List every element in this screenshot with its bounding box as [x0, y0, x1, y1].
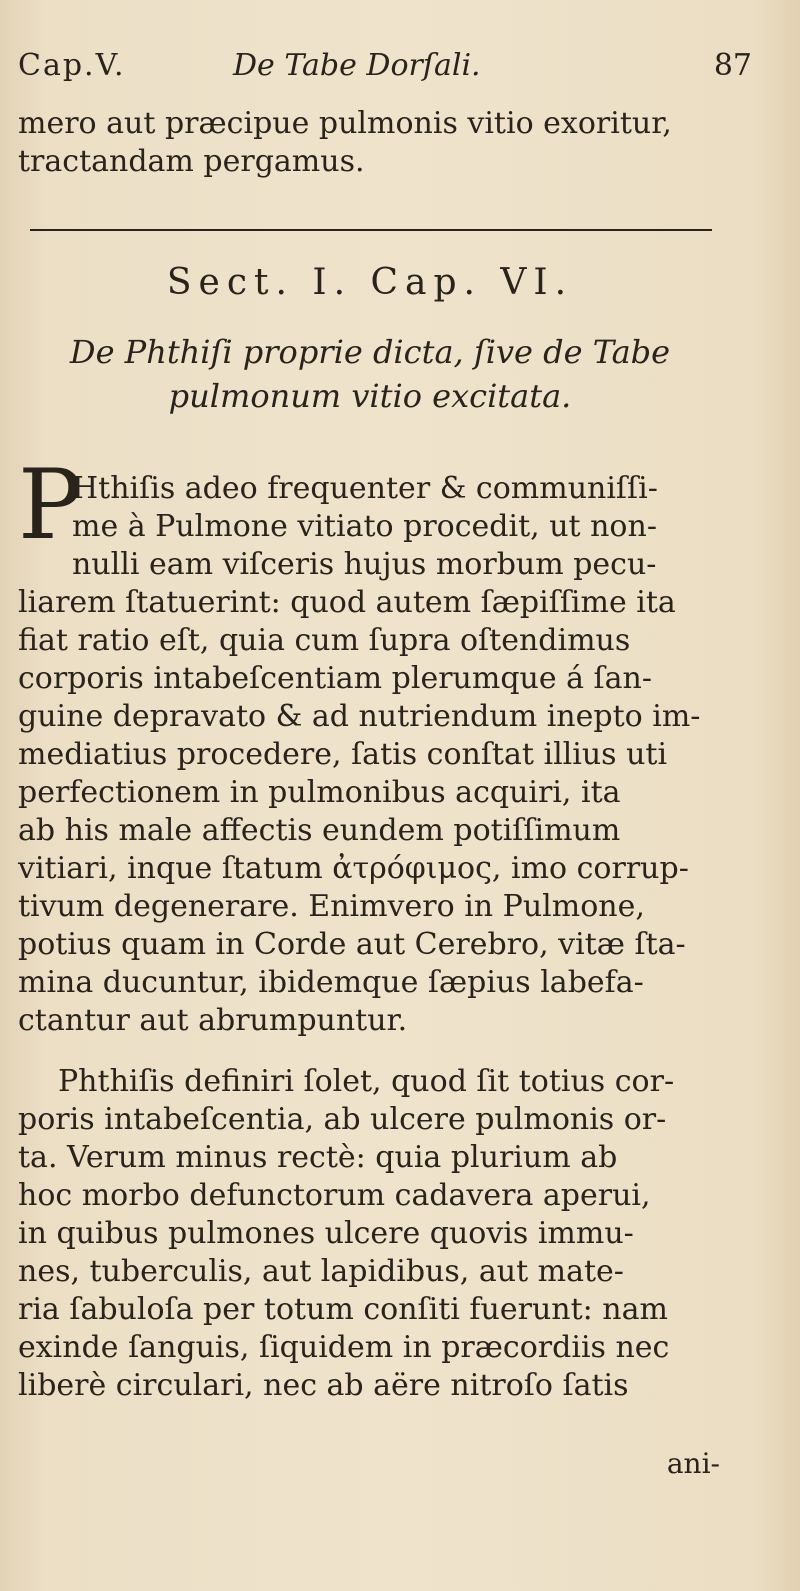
paragraph-line: guine depravato & ad nutriendum inepto im- [18, 699, 701, 734]
paragraph-line: corporis intabeſcentiam plerumque á ſan- [18, 661, 652, 696]
running-head [18, 48, 782, 88]
paragraph-line: vitiari, inque ſtatum ἀτρόφιμος, imo corrup- [18, 851, 689, 886]
paragraph-line: Phthiſis definiri ſolet, quod ſit totius cor- [58, 1064, 675, 1099]
paragraph-line: mediatius procedere, ſatis conſtat illius uti [18, 737, 668, 772]
drop-cap: P [18, 449, 83, 561]
paragraph-line: liarem ſtatuerint: quod autem ſæpiſſime ita [18, 585, 676, 620]
paragraph-line: nes, tuberculis, aut lapidibus, aut mate- [18, 1254, 624, 1289]
paragraph-line: potius quam in Corde aut Cerebro, vitæ ſta- [18, 927, 686, 962]
paragraph-line: tivum degenerare. Enimvero in Pulmone, [18, 889, 645, 924]
paragraph-line: ctantur aut abrumpuntur. [18, 1003, 408, 1038]
chapter-title-line: pulmonum vitio excitata. [168, 377, 572, 415]
paragraph-line: exinde ſanguis, ſiquidem in præcordiis nec [18, 1330, 670, 1365]
paragraph-line: Hthiſis adeo frequenter & communiſſi- [72, 471, 658, 506]
page-number: 87 [713, 48, 752, 83]
paragraph-line: fiat ratio eſt, quia cum ſupra oſtendimus [18, 623, 631, 658]
paragraph-line: in quibus pulmones ulcere quovis immu- [18, 1216, 634, 1251]
paragraph-line: ria ſabuloſa per totum conſiti fuerunt: nam [18, 1292, 668, 1327]
catchword: ani- [666, 1447, 720, 1480]
paragraph-line: poris intabeſcentia, ab ulcere pulmonis or- [18, 1102, 667, 1137]
section-heading: Sect. I. Cap. VI. [166, 262, 574, 303]
running-head-title: De Tabe Dorſali. [233, 48, 481, 83]
paragraph-line: hoc morbo defunctorum cadavera aperui, [18, 1178, 651, 1213]
paragraph-line: ab his male affectis eundem potiſſimum [18, 813, 621, 848]
chapter-title-line: De Phthiſi proprie dicta, ſive de Tabe [69, 333, 671, 371]
paragraph-line: liberè circulari, nec ab aëre nitroſo ſatis [18, 1368, 629, 1403]
paragraph-line: mina ducuntur, ibidemque ſæpius labefa- [18, 965, 644, 1000]
section-divider [30, 229, 712, 231]
running-head-chapter: Cap.V. [18, 48, 126, 83]
intro-line: tractandam pergamus. [18, 144, 365, 179]
paragraph-line: me à Pulmone vitiato procedit, ut non- [72, 509, 657, 544]
paragraph-line: ta. Verum minus rectè: quia plurium ab [18, 1140, 618, 1175]
intro-line: mero aut præcipue pulmonis vitio exoritur, [18, 106, 672, 141]
paragraph-line: perfectionem in pulmonibus acquiri, ita [18, 775, 621, 810]
paragraph-line: nulli eam viſceris hujus morbum pecu- [72, 547, 657, 582]
